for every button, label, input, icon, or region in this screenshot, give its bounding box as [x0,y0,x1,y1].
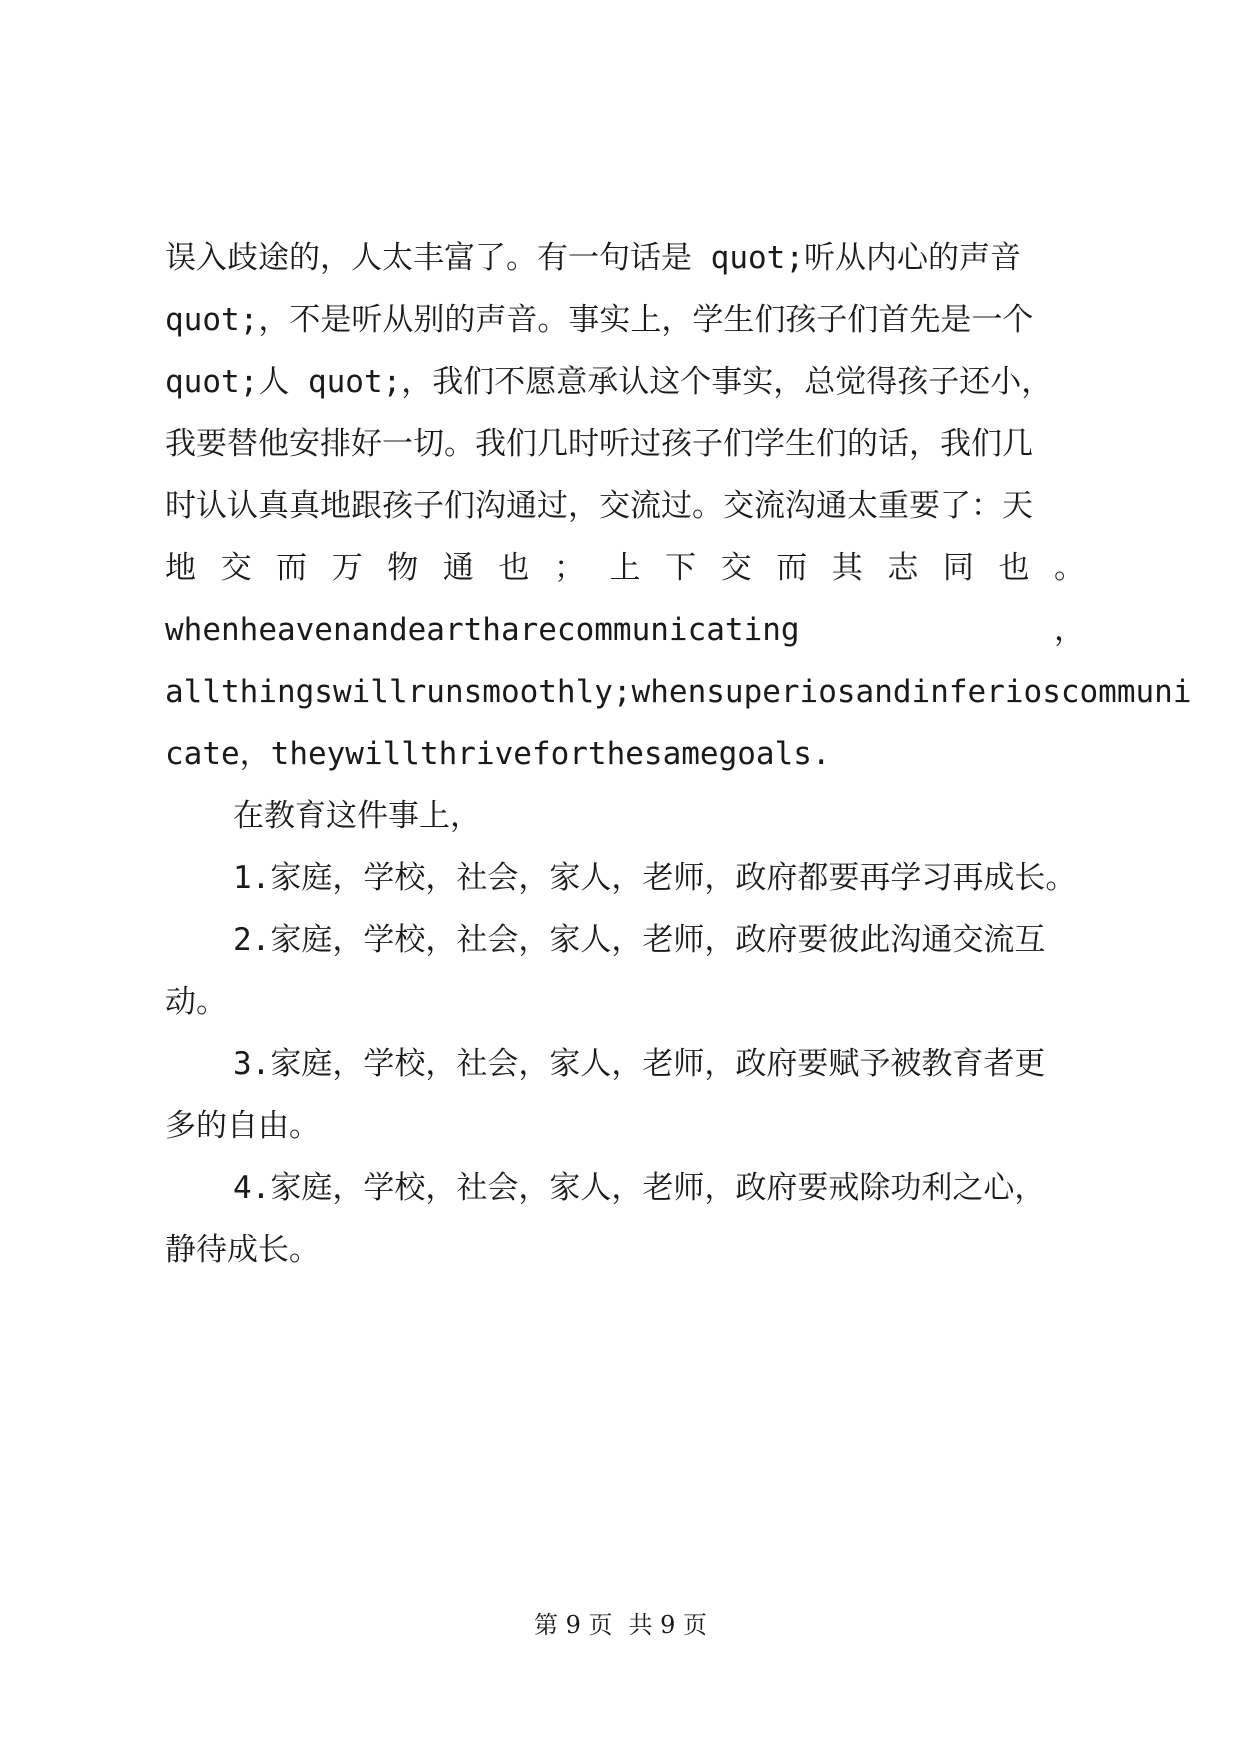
list-item-line: 2.家庭，学校，社会，家人，老师，政府要彼此沟通交流互 [233,922,1046,958]
intro-line: 在教育这件事上， [233,798,481,834]
spread-char: 通 [442,550,474,586]
spread-char: 而 [276,550,308,586]
spread-char: 而 [776,550,808,586]
text-line: cate，theywillthriveforthesamegoals. [165,736,831,772]
text-line-spread [165,537,1085,599]
spread-char: 同 [942,550,974,586]
list-item [165,1033,1085,1157]
list-item [165,909,1085,1033]
spread-char: 。 [1054,550,1085,586]
list-item-line: 动。 [165,984,227,1020]
text-line-split [165,599,1085,661]
spread-char: 也 [998,550,1030,586]
spread-char: 交 [720,550,752,586]
text-line: 时认认真真地跟孩子们沟通过，交流过。交流沟通太重要了：天 [165,488,1033,524]
spread-char: 物 [387,550,419,586]
list-item [165,847,1085,909]
list-item [165,1157,1085,1281]
text-line: 我要替他安排好一切。我们几时听过孩子们学生们的话，我们几 [165,426,1033,462]
text-line-right: ， [1054,612,1085,648]
spread-char: ； [553,550,585,586]
text-line: 误入歧途的，人太丰富了。有一句话是 quot;听从内心的声音 [165,240,1021,276]
text-line-left: whenheavenandeartharecommunicating [165,612,800,648]
text-line: allthingswillrunsmoothly;whensuperiosandinferioscommuni [165,674,1192,710]
spread-char: 万 [331,550,363,586]
spread-char: 地 [165,550,196,586]
page-total: 共 9 页 [628,1611,708,1639]
page-footer [0,1605,1241,1640]
body-text [165,227,1192,1281]
spread-char: 也 [498,550,530,586]
spread-char: 下 [665,550,697,586]
text-line: quot;，不是听从别的声音。事实上，学生们孩子们首先是一个 [165,302,1034,338]
text-line: quot;人 quot;，我们不愿意承认这个事实，总觉得孩子还小， [165,364,1053,400]
page-number: 第 9 页 [533,1611,613,1639]
list-item-line: 3.家庭，学校，社会，家人，老师，政府要赋予被教育者更 [233,1046,1046,1082]
spread-char: 其 [831,550,863,586]
spread-char: 志 [887,550,919,586]
spread-char: 交 [220,550,252,586]
list-item-line: 4.家庭，学校，社会，家人，老师，政府要戒除功利之心， [233,1170,1046,1206]
list-item-line: 1.家庭，学校，社会，家人，老师，政府都要再学习再成长。 [233,860,1077,896]
list-item-line: 多的自由。 [165,1108,320,1144]
list-item-line: 静待成长。 [165,1232,320,1268]
spread-char: 上 [609,550,641,586]
